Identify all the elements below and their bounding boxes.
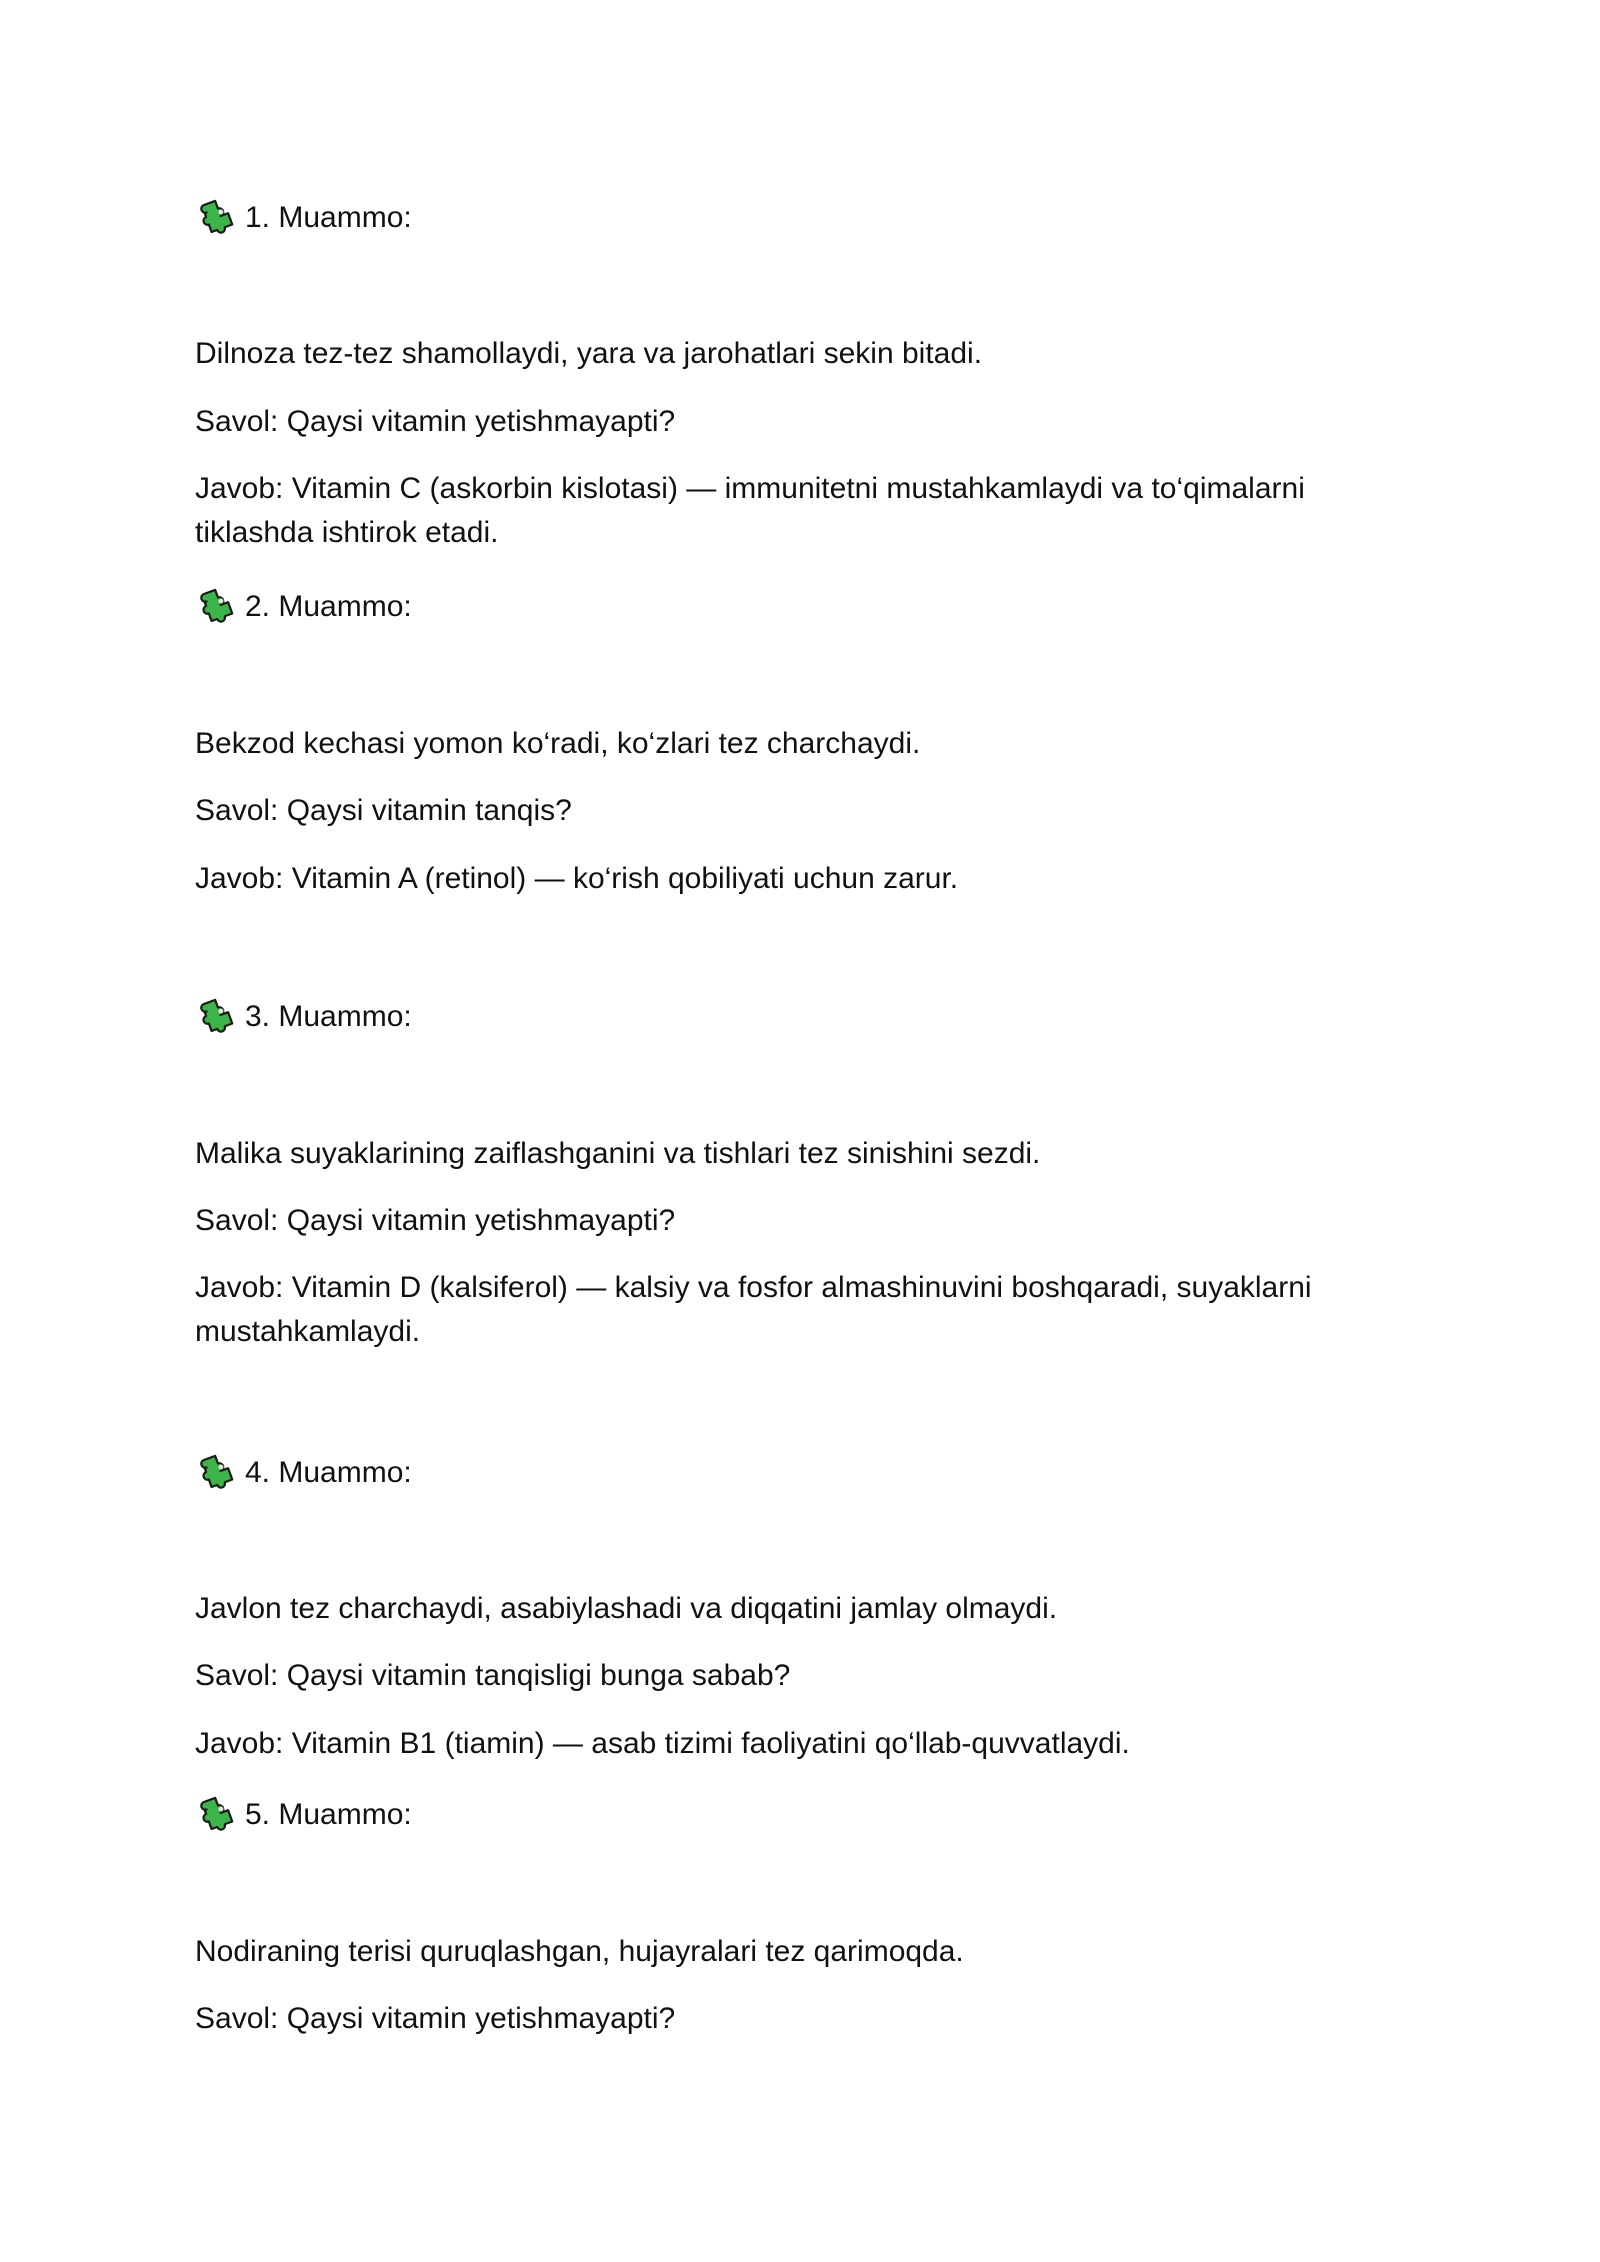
answer-text: Javob: Vitamin B1 (tiamin) — asab tizimi faoliyatini qo‘llab-quvvatlaydi. <box>195 1727 1130 1760</box>
section-heading-4 <box>195 1451 412 1495</box>
question-text: Savol: Qaysi vitamin tanqisligi bunga sabab? <box>195 1659 791 1692</box>
section-heading-text: 2. Muammo: <box>245 590 412 623</box>
green-puzzle-piece-icon <box>195 1795 235 1835</box>
green-puzzle-piece-icon <box>195 997 235 1037</box>
situation-text: Javlon tez charchaydi, asabiylashadi va diqqatini jamlay olmaydi. <box>195 1592 1058 1625</box>
question-text: Savol: Qaysi vitamin yetishmayapti? <box>195 405 676 438</box>
situation-text: Dilnoza tez-tez shamollaydi, yara va jarohatlari sekin bitadi. <box>195 337 983 370</box>
section-heading-2 <box>195 585 412 629</box>
green-puzzle-piece-icon <box>195 198 235 238</box>
answer-text: Javob: Vitamin C (askorbin kislotasi) — immunitetni mustahkamlaydi va to‘qimalarni tiklashda ishtirok etadi. <box>195 472 1305 549</box>
section-heading-text: 4. Muammo: <box>245 1456 412 1489</box>
situation-text: Malika suyaklarining zaiflashganini va tishlari tez sinishini sezdi. <box>195 1137 1041 1170</box>
section-heading-text: 3. Muammo: <box>245 1000 412 1033</box>
section-heading-text: 1. Muammo: <box>245 201 412 234</box>
green-puzzle-piece-icon <box>195 1453 235 1493</box>
answer-text: Javob: Vitamin D (kalsiferol) — kalsiy va fosfor almashinuvini boshqaradi, suyaklarni mustahkamlaydi. <box>195 1271 1312 1348</box>
section-heading-text: 5. Muammo: <box>245 1798 412 1831</box>
answer-text: Javob: Vitamin A (retinol) — ko‘rish qobiliyati uchun zarur. <box>195 862 959 895</box>
situation-text: Nodiraning terisi quruqlashgan, hujayralari tez qarimoqda. <box>195 1935 964 1968</box>
question-text: Savol: Qaysi vitamin yetishmayapti? <box>195 2002 676 2035</box>
situation-text: Bekzod kechasi yomon ko‘radi, ko‘zlari tez charchaydi. <box>195 727 921 760</box>
section-heading-3 <box>195 995 412 1039</box>
question-text: Savol: Qaysi vitamin yetishmayapti? <box>195 1204 676 1237</box>
section-heading-5 <box>195 1793 412 1837</box>
section-heading-1 <box>195 196 412 240</box>
question-text: Savol: Qaysi vitamin tanqis? <box>195 794 572 827</box>
green-puzzle-piece-icon <box>195 587 235 627</box>
